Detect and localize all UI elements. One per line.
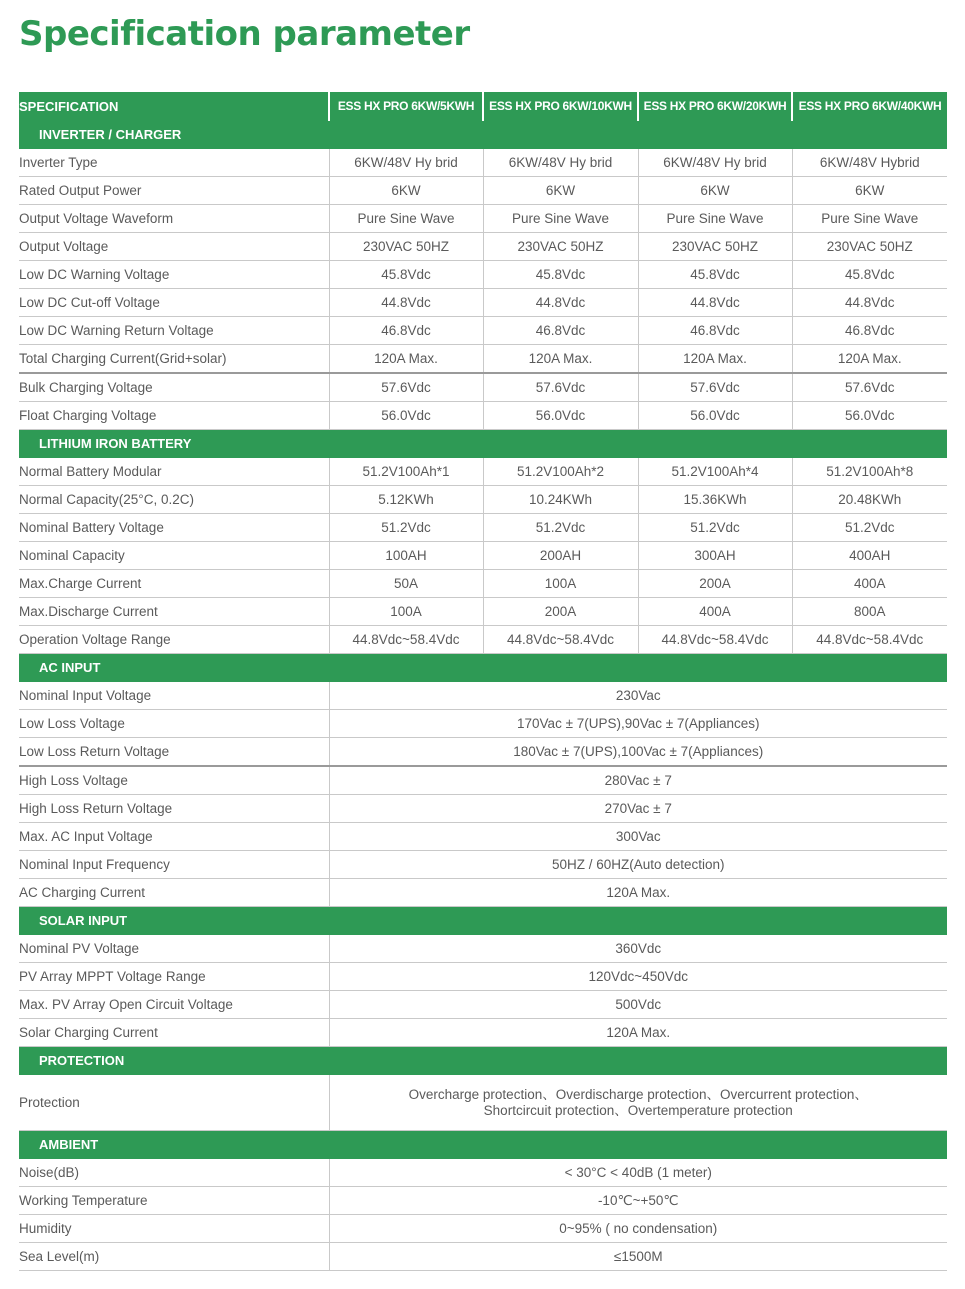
row-label: Normal Capacity(25°C, 0.2C) xyxy=(19,486,329,514)
row-value: 360Vdc xyxy=(329,935,947,963)
section-title: LITHIUM IRON BATTERY xyxy=(19,430,947,458)
row-label: Nominal Input Frequency xyxy=(19,851,329,879)
row-value: 400AH xyxy=(792,542,947,570)
row-value: 500Vdc xyxy=(329,991,947,1019)
row-value: 44.8Vdc xyxy=(329,289,483,317)
table-row xyxy=(19,879,947,907)
section-title: INVERTER / CHARGER xyxy=(19,121,947,149)
row-value: 120A Max. xyxy=(638,345,792,374)
row-label: Max. AC Input Voltage xyxy=(19,823,329,851)
section-title: SOLAR INPUT xyxy=(19,907,947,935)
table-row xyxy=(19,598,947,626)
table-row xyxy=(19,486,947,514)
row-label: Low Loss Voltage xyxy=(19,710,329,738)
row-value: 20.48KWh xyxy=(792,486,947,514)
table-row xyxy=(19,149,947,177)
row-value: 51.2V100Ah*4 xyxy=(638,458,792,486)
row-value: 6KW xyxy=(792,177,947,205)
table-row xyxy=(19,177,947,205)
row-value: 120A Max. xyxy=(329,345,483,374)
row-value: 6KW/48V Hy brid xyxy=(329,149,483,177)
row-value: 46.8Vdc xyxy=(329,317,483,345)
row-value: 57.6Vdc xyxy=(483,373,638,402)
row-label: Max. PV Array Open Circuit Voltage xyxy=(19,991,329,1019)
row-value: ≤1500M xyxy=(329,1243,947,1271)
table-row xyxy=(19,823,947,851)
row-value: 100A xyxy=(483,570,638,598)
row-value: 6KW xyxy=(483,177,638,205)
row-label: Output Voltage Waveform xyxy=(19,205,329,233)
table-row xyxy=(19,766,947,795)
header-model-1: ESS HX PRO 6KW/5KWH xyxy=(329,92,483,121)
row-label: Sea Level(m) xyxy=(19,1243,329,1271)
row-label: PV Array MPPT Voltage Range xyxy=(19,963,329,991)
row-value: Pure Sine Wave xyxy=(638,205,792,233)
header-model-3: ESS HX PRO 6KW/20KWH xyxy=(638,92,792,121)
table-row xyxy=(19,402,947,430)
row-value: 100A xyxy=(329,598,483,626)
row-value: 200A xyxy=(483,598,638,626)
table-row xyxy=(19,542,947,570)
row-label: Protection xyxy=(19,1075,329,1131)
row-value: 200AH xyxy=(483,542,638,570)
row-value: 51.2V100Ah*1 xyxy=(329,458,483,486)
row-value: 51.2Vdc xyxy=(638,514,792,542)
row-value: 230Vac xyxy=(329,682,947,710)
section-title: PROTECTION xyxy=(19,1047,947,1075)
table-body xyxy=(19,92,947,1271)
row-label: Max.Discharge Current xyxy=(19,598,329,626)
table-row xyxy=(19,682,947,710)
table-row xyxy=(19,710,947,738)
table-header-row xyxy=(19,92,947,121)
row-value: Pure Sine Wave xyxy=(483,205,638,233)
table-row xyxy=(19,1187,947,1215)
protection-line-1: Overcharge protection、Overdischarge protection、Overcurrent protection、 xyxy=(408,1086,868,1102)
row-value: 57.6Vdc xyxy=(792,373,947,402)
row-label: Nominal Capacity xyxy=(19,542,329,570)
row-value: 120A Max. xyxy=(329,879,947,907)
row-value: 300AH xyxy=(638,542,792,570)
row-value: < 30°C < 40dB (1 meter) xyxy=(329,1159,947,1187)
table-row xyxy=(19,963,947,991)
specification-table xyxy=(19,92,947,1271)
row-value: 57.6Vdc xyxy=(329,373,483,402)
row-value: 200A xyxy=(638,570,792,598)
row-value: 6KW xyxy=(638,177,792,205)
row-label: Operation Voltage Range xyxy=(19,626,329,654)
row-value: 50HZ / 60HZ(Auto detection) xyxy=(329,851,947,879)
row-value: 230VAC 50HZ xyxy=(638,233,792,261)
table-row xyxy=(19,317,947,345)
row-value: 44.8Vdc xyxy=(792,289,947,317)
row-label: Nominal Input Voltage xyxy=(19,682,329,710)
row-value: 44.8Vdc xyxy=(483,289,638,317)
table-row xyxy=(19,289,947,317)
row-value: 6KW/48V Hybrid xyxy=(792,149,947,177)
row-value: 57.6Vdc xyxy=(638,373,792,402)
row-value: 180Vac ± 7(UPS),100Vac ± 7(Appliances) xyxy=(329,738,947,767)
row-value: 120A Max. xyxy=(792,345,947,374)
row-value: Pure Sine Wave xyxy=(792,205,947,233)
row-label: Low DC Warning Voltage xyxy=(19,261,329,289)
table-row xyxy=(19,233,947,261)
page-title: Specification parameter xyxy=(19,14,470,54)
row-value: 10.24KWh xyxy=(483,486,638,514)
row-label: Solar Charging Current xyxy=(19,1019,329,1047)
row-label: Inverter Type xyxy=(19,149,329,177)
row-label: Noise(dB) xyxy=(19,1159,329,1187)
row-value: 56.0Vdc xyxy=(792,402,947,430)
row-value: 46.8Vdc xyxy=(483,317,638,345)
header-model-2: ESS HX PRO 6KW/10KWH xyxy=(483,92,638,121)
table-row xyxy=(19,1215,947,1243)
protection-value xyxy=(329,1075,947,1131)
row-value: 51.2Vdc xyxy=(483,514,638,542)
table-row xyxy=(19,1019,947,1047)
row-label: Float Charging Voltage xyxy=(19,402,329,430)
row-label: Total Charging Current(Grid+solar) xyxy=(19,345,329,374)
row-label: AC Charging Current xyxy=(19,879,329,907)
row-value: 100AH xyxy=(329,542,483,570)
row-label: Nominal PV Voltage xyxy=(19,935,329,963)
row-value: 120A Max. xyxy=(483,345,638,374)
table-row xyxy=(19,1243,947,1271)
row-label: Output Voltage xyxy=(19,233,329,261)
row-label: Max.Charge Current xyxy=(19,570,329,598)
row-value: 45.8Vdc xyxy=(638,261,792,289)
header-spec-label: SPECIFICATION xyxy=(19,92,329,121)
row-value: 51.2Vdc xyxy=(792,514,947,542)
section-title: AMBIENT xyxy=(19,1131,947,1159)
table-row xyxy=(19,261,947,289)
row-value: 45.8Vdc xyxy=(483,261,638,289)
section-header-solar-input xyxy=(19,907,947,935)
row-value: 0~95% ( no condensation) xyxy=(329,1215,947,1243)
row-value: 46.8Vdc xyxy=(638,317,792,345)
row-value: 120A Max. xyxy=(329,1019,947,1047)
row-value: 15.36KWh xyxy=(638,486,792,514)
table-row xyxy=(19,626,947,654)
row-value: 46.8Vdc xyxy=(792,317,947,345)
row-label: Low DC Cut-off Voltage xyxy=(19,289,329,317)
table-row xyxy=(19,205,947,233)
row-value: 800A xyxy=(792,598,947,626)
row-value: 50A xyxy=(329,570,483,598)
row-value: 230VAC 50HZ xyxy=(483,233,638,261)
row-label: Low Loss Return Voltage xyxy=(19,738,329,767)
row-value: 56.0Vdc xyxy=(638,402,792,430)
table-row-protection xyxy=(19,1075,947,1131)
row-value: 44.8Vdc~58.4Vdc xyxy=(483,626,638,654)
row-value: 280Vac ± 7 xyxy=(329,766,947,795)
row-label: Low DC Warning Return Voltage xyxy=(19,317,329,345)
section-header-inverter xyxy=(19,121,947,149)
row-value: 230VAC 50HZ xyxy=(329,233,483,261)
row-value: 170Vac ± 7(UPS),90Vac ± 7(Appliances) xyxy=(329,710,947,738)
row-value: 45.8Vdc xyxy=(792,261,947,289)
row-label: Normal Battery Modular xyxy=(19,458,329,486)
table-row xyxy=(19,514,947,542)
row-value: 51.2Vdc xyxy=(329,514,483,542)
header-model-4: ESS HX PRO 6KW/40KWH xyxy=(792,92,947,121)
row-value: 400A xyxy=(638,598,792,626)
table-row xyxy=(19,458,947,486)
table-row xyxy=(19,795,947,823)
row-value: Pure Sine Wave xyxy=(329,205,483,233)
row-value: 230VAC 50HZ xyxy=(792,233,947,261)
row-value: 400A xyxy=(792,570,947,598)
protection-line-2: Shortcircuit protection、Overtemperature protection xyxy=(483,1102,793,1118)
row-value: 56.0Vdc xyxy=(329,402,483,430)
table-row xyxy=(19,570,947,598)
section-title: AC INPUT xyxy=(19,654,947,682)
table-row xyxy=(19,1159,947,1187)
section-header-ambient xyxy=(19,1131,947,1159)
table-row xyxy=(19,345,947,374)
row-value: 6KW/48V Hy brid xyxy=(483,149,638,177)
row-value: 44.8Vdc~58.4Vdc xyxy=(638,626,792,654)
table-row xyxy=(19,991,947,1019)
section-header-ac-input xyxy=(19,654,947,682)
row-value: 56.0Vdc xyxy=(483,402,638,430)
row-value: 45.8Vdc xyxy=(329,261,483,289)
table-row xyxy=(19,738,947,767)
row-value: 44.8Vdc~58.4Vdc xyxy=(792,626,947,654)
row-value: 6KW xyxy=(329,177,483,205)
row-label: Nominal Battery Voltage xyxy=(19,514,329,542)
row-value: 44.8Vdc~58.4Vdc xyxy=(329,626,483,654)
table-row xyxy=(19,851,947,879)
row-value: 44.8Vdc xyxy=(638,289,792,317)
row-value: 300Vac xyxy=(329,823,947,851)
row-value: 270Vac ± 7 xyxy=(329,795,947,823)
table-row xyxy=(19,373,947,402)
row-label: High Loss Voltage xyxy=(19,766,329,795)
row-label: Working Temperature xyxy=(19,1187,329,1215)
row-value: -10℃~+50℃ xyxy=(329,1187,947,1215)
row-value: 120Vdc~450Vdc xyxy=(329,963,947,991)
row-value: 51.2V100Ah*8 xyxy=(792,458,947,486)
section-header-battery xyxy=(19,430,947,458)
row-label: Humidity xyxy=(19,1215,329,1243)
row-label: Bulk Charging Voltage xyxy=(19,373,329,402)
row-label: Rated Output Power xyxy=(19,177,329,205)
table-row xyxy=(19,935,947,963)
section-header-protection xyxy=(19,1047,947,1075)
row-value: 51.2V100Ah*2 xyxy=(483,458,638,486)
row-value: 5.12KWh xyxy=(329,486,483,514)
row-label: High Loss Return Voltage xyxy=(19,795,329,823)
row-value: 6KW/48V Hy brid xyxy=(638,149,792,177)
